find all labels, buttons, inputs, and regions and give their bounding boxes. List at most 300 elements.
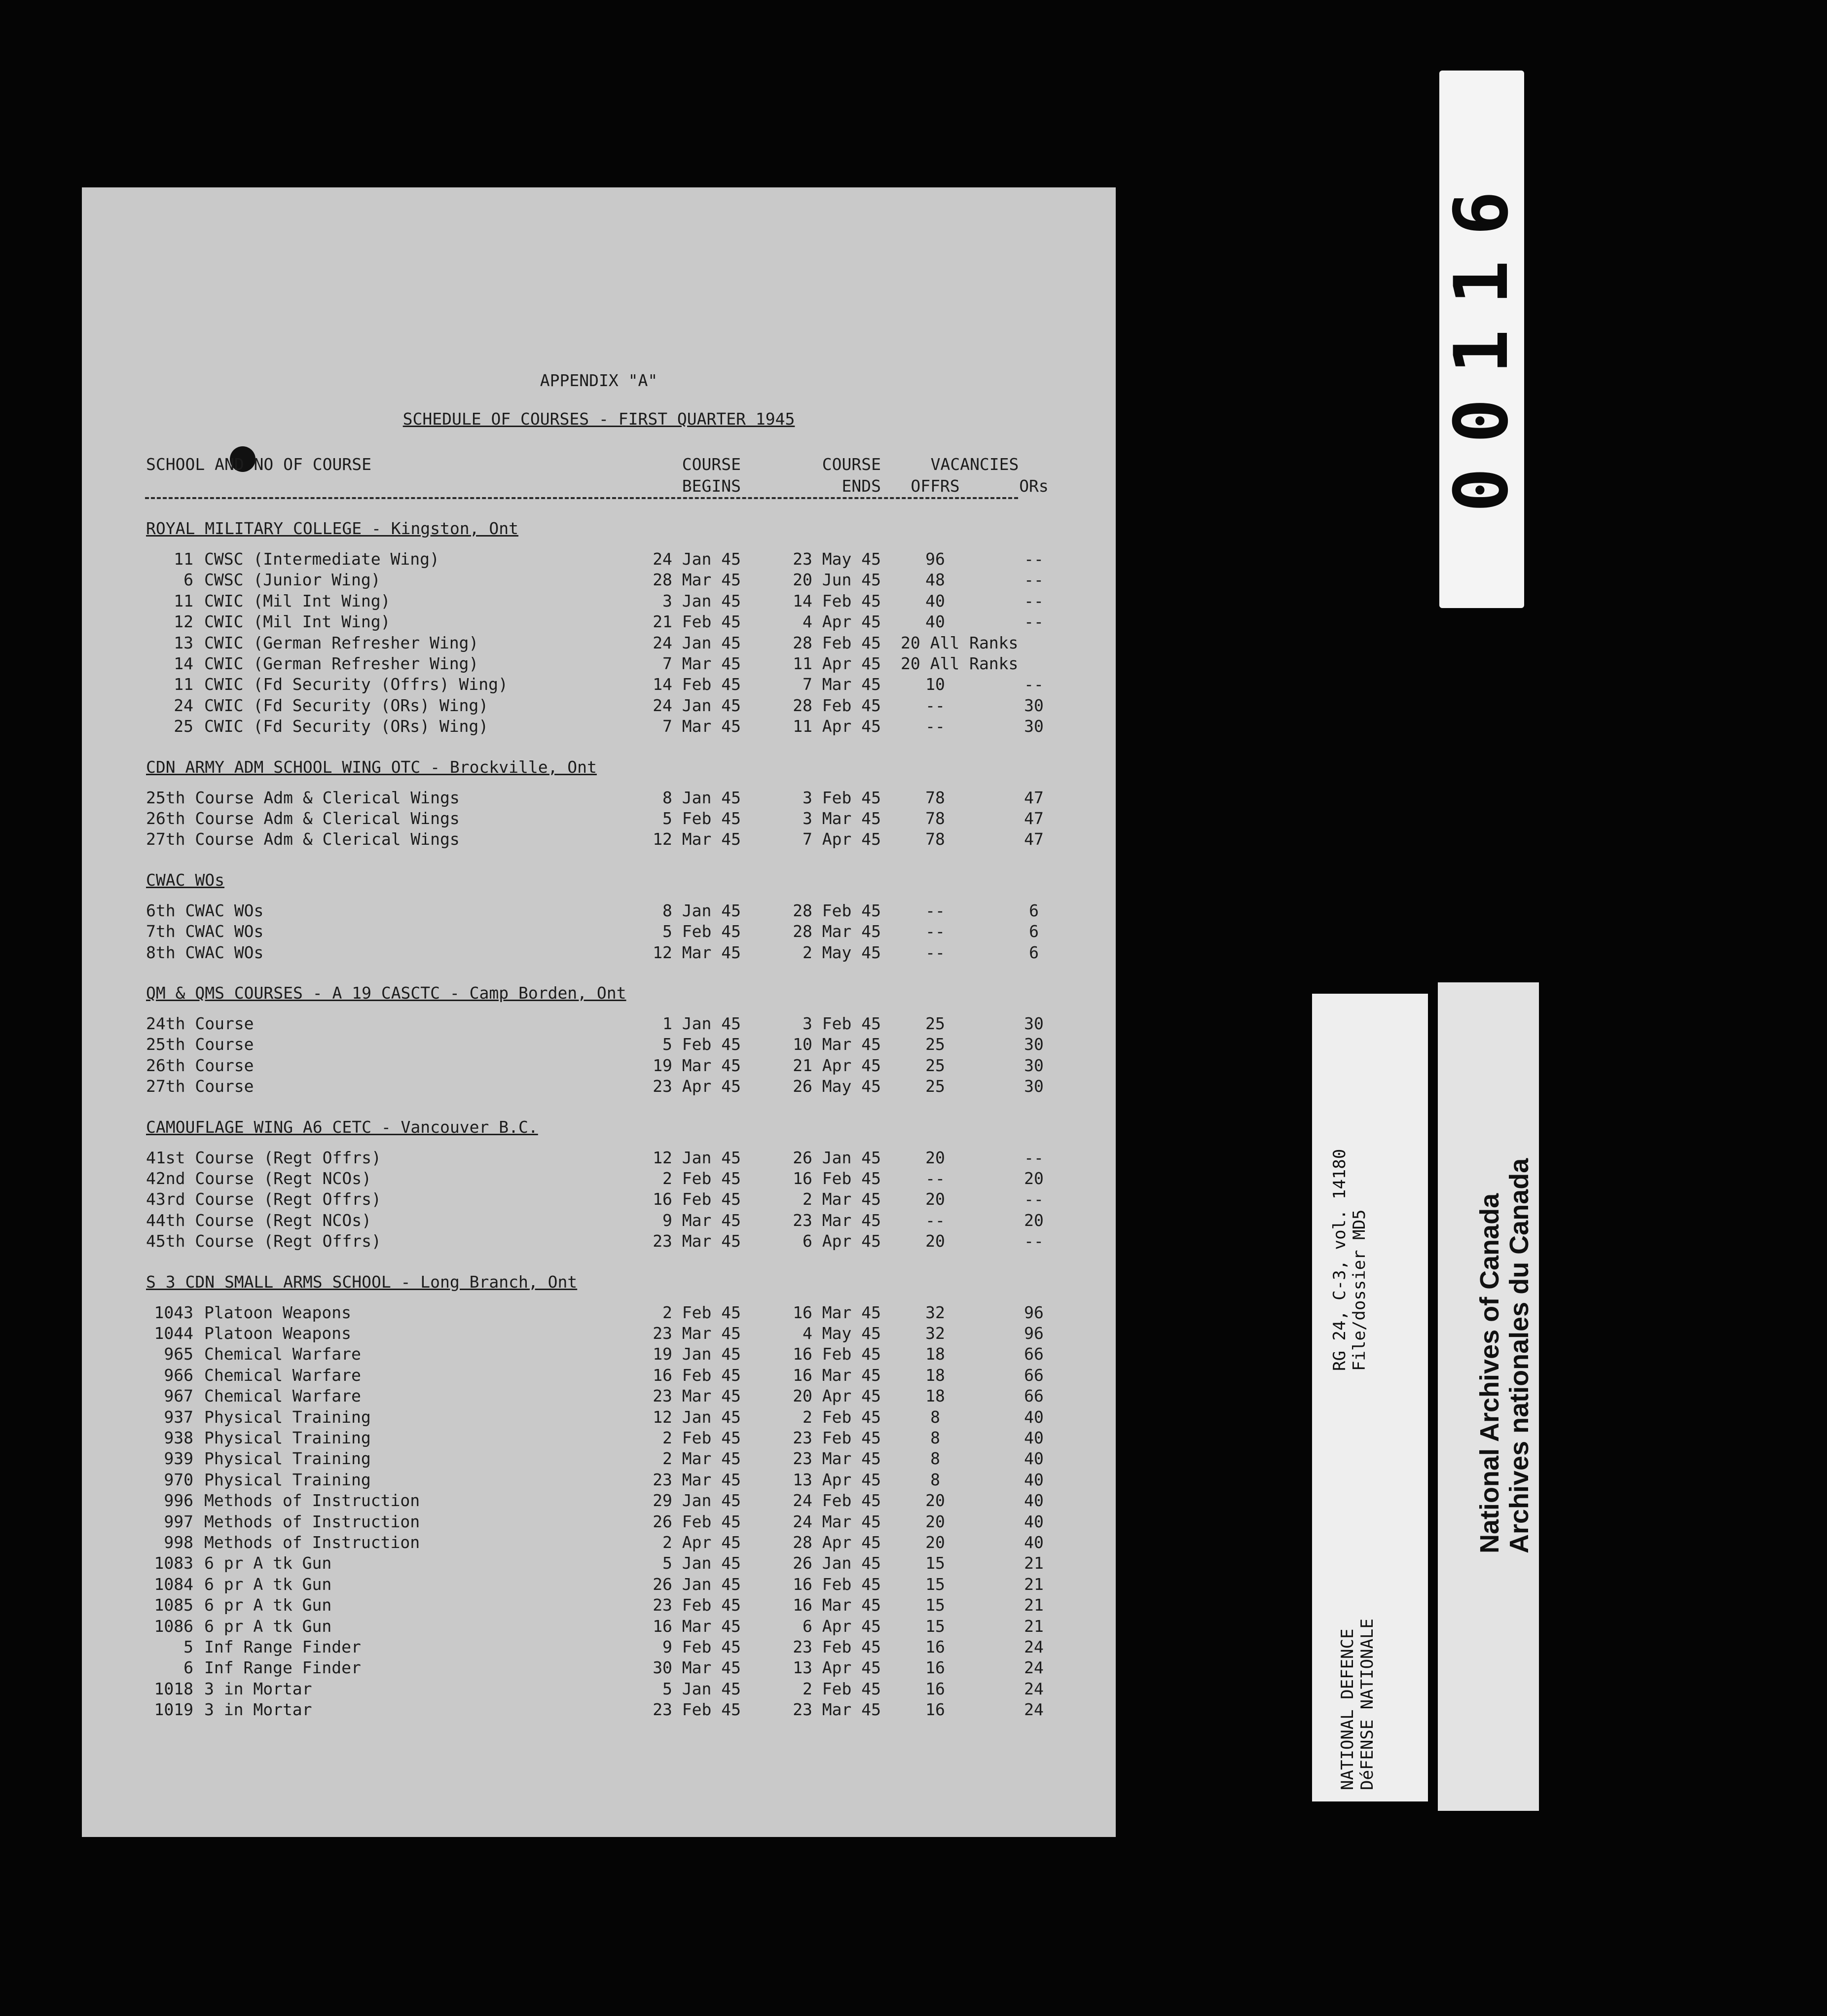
course-row <box>82 1210 1116 1231</box>
course-number: 997 <box>164 1512 193 1531</box>
course-name: 45th Course (Regt Offrs) <box>146 1231 381 1251</box>
vacancies-ors: 47 <box>1024 788 1044 807</box>
course-name: 44th Course (Regt NCOs) <box>146 1210 371 1230</box>
course-number: 1044 <box>154 1324 193 1343</box>
course-row <box>82 1490 1116 1512</box>
vacancies-offrs: 48 <box>925 570 945 590</box>
vacancies-offrs: 16 <box>925 1658 945 1678</box>
course-number: 1083 <box>154 1553 193 1573</box>
course-begins: 24 Jan 45 <box>653 695 741 715</box>
vacancies-ors: 66 <box>1024 1344 1044 1364</box>
course-name: 8th CWAC WOs <box>146 942 264 962</box>
vacancies-offrs: 20 <box>925 1533 945 1552</box>
course-row <box>82 1469 1116 1491</box>
course-begins: 30 Mar 45 <box>653 1658 741 1678</box>
course-number: 25 <box>174 717 193 736</box>
course-ends: 2 Feb 45 <box>803 1407 881 1427</box>
course-name: Physical Training <box>204 1470 371 1489</box>
course-number: 966 <box>164 1365 193 1385</box>
vacancies-offrs: 16 <box>925 1637 945 1656</box>
course-name: 26th Course Adm & Clerical Wings <box>146 809 460 828</box>
department-label <box>1338 1619 1377 1790</box>
vacancies-ors: 30 <box>1024 717 1044 736</box>
vacancies-ors: 30 <box>1024 1055 1044 1075</box>
course-name: CWIC (German Refresher Wing) <box>204 654 479 673</box>
vacancies-offrs: 20 <box>925 1231 945 1251</box>
vacancies-ors: 6 <box>1029 922 1039 941</box>
course-ends: 16 Mar 45 <box>793 1365 881 1385</box>
course-number: 970 <box>164 1470 193 1489</box>
course-ends: 11 Apr 45 <box>793 654 881 673</box>
course-number: 965 <box>164 1344 193 1364</box>
course-begins: 9 Feb 45 <box>662 1637 741 1656</box>
course-begins: 12 Jan 45 <box>653 1148 741 1167</box>
vacancies-ors: 24 <box>1024 1679 1044 1698</box>
course-name: CWIC (Fd Security (Offrs) Wing) <box>204 675 508 694</box>
course-number: 11 <box>174 591 193 611</box>
course-name: 41st Course (Regt Offrs) <box>146 1148 381 1167</box>
course-begins: 5 Jan 45 <box>662 1553 741 1573</box>
vacancies-ors: 21 <box>1024 1553 1044 1573</box>
vacancies-offrs: 25 <box>925 1055 945 1075</box>
course-row <box>82 808 1116 829</box>
course-row <box>82 632 1116 654</box>
course-ends: 4 May 45 <box>803 1324 881 1343</box>
vacancies-offrs: 20 <box>925 1148 945 1167</box>
vacancies-offrs: -- <box>925 942 945 962</box>
header-vacancies: VACANCIES <box>930 455 1019 474</box>
course-name: 25th Course Adm & Clerical Wings <box>146 788 460 807</box>
vacancies-offrs: 15 <box>925 1595 945 1615</box>
course-name: CWIC (Mil Int Wing) <box>204 591 391 611</box>
course-row <box>82 548 1116 570</box>
course-name: Physical Training <box>204 1428 371 1447</box>
vacancies-ors: 40 <box>1024 1407 1044 1427</box>
department-line-fr: DéFENSE NATIONALE <box>1357 1619 1377 1790</box>
vacancies-offrs: 10 <box>925 675 945 694</box>
column-header-row-2 <box>82 475 1116 497</box>
vacancies-ors: 30 <box>1024 1077 1044 1096</box>
course-row <box>82 1013 1116 1035</box>
vacancies-offrs: 96 <box>925 549 945 569</box>
course-row <box>82 1616 1116 1637</box>
course-row <box>82 1076 1116 1097</box>
course-number: 5 <box>183 1637 193 1656</box>
vacancies-offrs: 18 <box>925 1386 945 1406</box>
course-name: CWIC (Mil Int Wing) <box>204 612 391 632</box>
course-row <box>82 1230 1116 1252</box>
archives-name-en: National Archives of Canada <box>1475 1193 1504 1553</box>
course-ends: 23 Feb 45 <box>793 1637 881 1656</box>
course-number: 12 <box>174 612 193 632</box>
course-begins: 2 Feb 45 <box>662 1169 741 1188</box>
course-begins: 1 Jan 45 <box>662 1014 741 1033</box>
vacancies-ors: 40 <box>1024 1470 1044 1489</box>
vacancies-ors: 66 <box>1024 1365 1044 1385</box>
course-begins: 5 Feb 45 <box>662 922 741 941</box>
vacancies-offrs: -- <box>925 695 945 715</box>
course-ends: 13 Apr 45 <box>793 1658 881 1678</box>
course-name: CWIC (German Refresher Wing) <box>204 633 479 652</box>
course-name: 24th Course <box>146 1014 254 1033</box>
vacancies-offrs: 8 <box>930 1407 940 1427</box>
course-ends: 23 Feb 45 <box>793 1428 881 1447</box>
course-row <box>82 1657 1116 1679</box>
course-number: 1043 <box>154 1302 193 1322</box>
column-header-row-1 <box>82 454 1116 475</box>
course-row <box>82 1034 1116 1055</box>
course-row <box>82 1168 1116 1189</box>
course-begins: 16 Feb 45 <box>653 1189 741 1209</box>
vacancies-offrs: 20 <box>925 1189 945 1209</box>
course-name: Platoon Weapons <box>204 1324 352 1343</box>
vacancies-offrs: 25 <box>925 1035 945 1054</box>
course-begins: 23 Apr 45 <box>653 1077 741 1096</box>
vacancies-ors: 40 <box>1024 1491 1044 1511</box>
course-row <box>82 1552 1116 1574</box>
vacancies-ors: 24 <box>1024 1700 1044 1720</box>
course-name: 3 in Mortar <box>204 1700 312 1720</box>
course-row <box>82 611 1116 633</box>
course-row <box>82 942 1116 964</box>
vacancies-ors: -- <box>1024 1189 1044 1209</box>
header-offrs: OFFRS <box>911 476 960 496</box>
course-row <box>82 828 1116 850</box>
course-row <box>82 716 1116 737</box>
course-ends: 28 Mar 45 <box>793 922 881 941</box>
section-heading <box>82 518 1116 540</box>
course-ends: 20 Jun 45 <box>793 570 881 590</box>
course-row <box>82 1574 1116 1595</box>
section-title: S 3 CDN SMALL ARMS SCHOOL - Long Branch, Ont <box>146 1272 578 1292</box>
appendix-heading <box>82 370 1116 392</box>
course-number: 14 <box>174 654 193 673</box>
course-begins: 29 Jan 45 <box>653 1491 741 1511</box>
vacancies-ors: 20 <box>1024 1169 1044 1188</box>
course-name: Physical Training <box>204 1407 371 1427</box>
course-ends: 23 May 45 <box>793 549 881 569</box>
course-ends: 2 May 45 <box>803 942 881 962</box>
course-ends: 3 Feb 45 <box>803 788 881 807</box>
course-row <box>82 921 1116 942</box>
vacancies-offrs: 32 <box>925 1324 945 1343</box>
course-begins: 24 Jan 45 <box>653 549 741 569</box>
course-number: 1086 <box>154 1616 193 1636</box>
course-ends: 24 Mar 45 <box>793 1512 881 1531</box>
course-name: Inf Range Finder <box>204 1658 361 1678</box>
course-row <box>82 900 1116 922</box>
course-ends: 23 Mar 45 <box>793 1210 881 1230</box>
course-row <box>82 1365 1116 1386</box>
course-begins: 23 Mar 45 <box>653 1324 741 1343</box>
course-number: 6 <box>183 1658 193 1678</box>
section-title: CAMOUFLAGE WING A6 CETC - Vancouver B.C. <box>146 1117 538 1137</box>
archives-name-fr: Archives nationales du Canada <box>1504 1158 1534 1553</box>
course-begins: 5 Feb 45 <box>662 1035 741 1054</box>
course-name: 6 pr A tk Gun <box>204 1553 332 1573</box>
vacancies-offrs: -- <box>925 922 945 941</box>
vacancies-ors: 66 <box>1024 1386 1044 1406</box>
course-row <box>82 1385 1116 1407</box>
course-name: Platoon Weapons <box>204 1302 352 1322</box>
section-heading <box>82 869 1116 891</box>
vacancies-ors: -- <box>1024 1231 1044 1251</box>
vacancies-ors: 47 <box>1024 809 1044 828</box>
section-title: ROYAL MILITARY COLLEGE - Kingston, Ont <box>146 519 518 538</box>
section-heading <box>82 1271 1116 1293</box>
course-begins: 28 Mar 45 <box>653 570 741 590</box>
course-number: 1018 <box>154 1679 193 1698</box>
course-row <box>82 590 1116 612</box>
vacancies-offrs: -- <box>925 717 945 736</box>
vacancies-ors: 40 <box>1024 1449 1044 1469</box>
vacancies-ors: 30 <box>1024 1035 1044 1054</box>
course-number: 939 <box>164 1449 193 1469</box>
course-begins: 14 Feb 45 <box>653 675 741 694</box>
course-number: 24 <box>174 695 193 715</box>
course-begins: 9 Mar 45 <box>662 1210 741 1230</box>
header-ors: ORs <box>1019 476 1049 496</box>
course-number: 1019 <box>154 1700 193 1720</box>
course-name: Chemical Warfare <box>204 1386 361 1406</box>
section-heading <box>82 982 1116 1004</box>
vacancies-ors: 6 <box>1029 942 1039 962</box>
header-course-ends-1: COURSE <box>822 455 881 474</box>
course-begins: 19 Jan 45 <box>653 1344 741 1364</box>
vacancies-offrs: 32 <box>925 1302 945 1322</box>
course-row <box>82 1302 1116 1324</box>
course-row <box>82 1678 1116 1700</box>
vacancies-offrs: 40 <box>925 591 945 611</box>
course-ends: 28 Apr 45 <box>793 1533 881 1552</box>
course-begins: 23 Mar 45 <box>653 1231 741 1251</box>
course-name: CWIC (Fd Security (ORs) Wing) <box>204 695 489 715</box>
header-begins: BEGINS <box>682 476 741 496</box>
course-ends: 2 Mar 45 <box>803 1189 881 1209</box>
course-name: 26th Course <box>146 1055 254 1075</box>
archive-number: 00116 <box>1439 166 1525 512</box>
vacancies-ors: 30 <box>1024 695 1044 715</box>
course-ends: 28 Feb 45 <box>793 900 881 920</box>
course-number: 967 <box>164 1386 193 1406</box>
course-ends: 6 Apr 45 <box>803 1231 881 1251</box>
course-begins: 5 Jan 45 <box>662 1679 741 1698</box>
vacancies-ors: 47 <box>1024 829 1044 849</box>
course-name: CWSC (Junior Wing) <box>204 570 381 590</box>
vacancies-ors: 20 <box>1024 1210 1044 1230</box>
course-name: Methods of Instruction <box>204 1491 420 1511</box>
vacancies-offrs: 8 <box>930 1470 940 1489</box>
course-begins: 23 Feb 45 <box>653 1700 741 1720</box>
vacancies-all-ranks: 20 All Ranks <box>901 633 1019 652</box>
course-ends: 14 Feb 45 <box>793 591 881 611</box>
vacancies-offrs: 15 <box>925 1553 945 1573</box>
vacancies-ors: 6 <box>1029 900 1039 920</box>
course-number: 937 <box>164 1407 193 1427</box>
course-number: 11 <box>174 675 193 694</box>
course-number: 998 <box>164 1533 193 1552</box>
course-ends: 23 Mar 45 <box>793 1449 881 1469</box>
course-row <box>82 695 1116 717</box>
vacancies-all-ranks: 20 All Ranks <box>901 654 1019 673</box>
course-row <box>82 653 1116 675</box>
course-begins: 2 Feb 45 <box>662 1428 741 1447</box>
course-row <box>82 1055 1116 1077</box>
reference-label <box>1330 1149 1369 1371</box>
vacancies-offrs: 18 <box>925 1344 945 1364</box>
course-begins: 12 Mar 45 <box>653 829 741 849</box>
course-name: 42nd Course (Regt NCOs) <box>146 1169 371 1188</box>
course-row <box>82 1147 1116 1169</box>
vacancies-offrs: 25 <box>925 1077 945 1096</box>
course-number: 13 <box>174 633 193 652</box>
course-begins: 23 Feb 45 <box>653 1595 741 1615</box>
course-ends: 11 Apr 45 <box>793 717 881 736</box>
course-begins: 16 Feb 45 <box>653 1365 741 1385</box>
vacancies-ors: -- <box>1024 549 1044 569</box>
reference-line-volume: RG 24, C-3, vol. 14180 <box>1330 1149 1350 1371</box>
course-ends: 26 May 45 <box>793 1077 881 1096</box>
course-name: Physical Training <box>204 1449 371 1469</box>
course-name: 6 pr A tk Gun <box>204 1574 332 1594</box>
vacancies-ors: -- <box>1024 675 1044 694</box>
course-ends: 21 Apr 45 <box>793 1055 881 1075</box>
course-ends: 16 Feb 45 <box>793 1169 881 1188</box>
course-ends: 16 Feb 45 <box>793 1574 881 1594</box>
vacancies-ors: 21 <box>1024 1616 1044 1636</box>
course-ends: 20 Apr 45 <box>793 1386 881 1406</box>
vacancies-ors: -- <box>1024 612 1044 632</box>
vacancies-ors: -- <box>1024 1148 1044 1167</box>
course-row <box>82 1511 1116 1533</box>
reference-line-file: File/dossier MD5 <box>1350 1209 1369 1371</box>
course-name: Chemical Warfare <box>204 1344 361 1364</box>
course-begins: 8 Jan 45 <box>662 788 741 807</box>
vacancies-ors: 24 <box>1024 1658 1044 1678</box>
course-begins: 16 Mar 45 <box>653 1616 741 1636</box>
vacancies-offrs: 8 <box>930 1449 940 1469</box>
vacancies-ors: 96 <box>1024 1302 1044 1322</box>
course-ends: 16 Mar 45 <box>793 1302 881 1322</box>
course-begins: 8 Jan 45 <box>662 900 741 920</box>
course-row <box>82 1594 1116 1616</box>
course-row <box>82 1343 1116 1365</box>
course-begins: 26 Jan 45 <box>653 1574 741 1594</box>
vacancies-ors: 24 <box>1024 1637 1044 1656</box>
course-begins: 24 Jan 45 <box>653 633 741 652</box>
vacancies-ors: -- <box>1024 570 1044 590</box>
vacancies-ors: 96 <box>1024 1324 1044 1343</box>
course-name: CWSC (Intermediate Wing) <box>204 549 439 569</box>
course-row <box>82 569 1116 591</box>
course-name: 27th Course Adm & Clerical Wings <box>146 829 460 849</box>
course-ends: 3 Feb 45 <box>803 1014 881 1033</box>
vacancies-ors: 30 <box>1024 1014 1044 1033</box>
course-ends: 7 Mar 45 <box>803 675 881 694</box>
section-title: CWAC WOs <box>146 870 224 890</box>
header-rule <box>145 497 1018 499</box>
course-name: Methods of Instruction <box>204 1533 420 1552</box>
course-row <box>82 1699 1116 1721</box>
header-ends: ENDS <box>841 476 881 496</box>
vacancies-ors: 40 <box>1024 1428 1044 1447</box>
course-name: Inf Range Finder <box>204 1637 361 1656</box>
vacancies-ors: 40 <box>1024 1512 1044 1531</box>
course-name: CWIC (Fd Security (ORs) Wing) <box>204 717 489 736</box>
course-ends: 10 Mar 45 <box>793 1035 881 1054</box>
course-ends: 26 Jan 45 <box>793 1553 881 1573</box>
course-ends: 28 Feb 45 <box>793 633 881 652</box>
vacancies-offrs: 15 <box>925 1574 945 1594</box>
course-begins: 21 Feb 45 <box>653 612 741 632</box>
course-row <box>82 1188 1116 1210</box>
course-begins: 19 Mar 45 <box>653 1055 741 1075</box>
course-name: Chemical Warfare <box>204 1365 361 1385</box>
vacancies-offrs: 78 <box>925 809 945 828</box>
course-ends: 7 Apr 45 <box>803 829 881 849</box>
vacancies-offrs: 20 <box>925 1491 945 1511</box>
course-name: 27th Course <box>146 1077 254 1096</box>
course-row <box>82 1427 1116 1449</box>
vacancies-ors: -- <box>1024 591 1044 611</box>
vacancies-offrs: 25 <box>925 1014 945 1033</box>
schedule-title: SCHEDULE OF COURSES - FIRST QUARTER 1945 <box>402 409 795 429</box>
section-heading <box>82 1116 1116 1138</box>
course-row <box>82 1636 1116 1658</box>
document-sheet <box>82 187 1116 1837</box>
course-name: 6 pr A tk Gun <box>204 1616 332 1636</box>
course-begins: 3 Jan 45 <box>662 591 741 611</box>
appendix-title: APPENDIX "A" <box>540 371 658 390</box>
vacancies-offrs: -- <box>925 900 945 920</box>
course-row <box>82 1406 1116 1428</box>
vacancies-ors: 21 <box>1024 1574 1044 1594</box>
course-begins: 12 Jan 45 <box>653 1407 741 1427</box>
course-begins: 2 Apr 45 <box>662 1533 741 1552</box>
vacancies-offrs: -- <box>925 1169 945 1188</box>
vacancies-offrs: 16 <box>925 1700 945 1720</box>
header-course-begins-1: COURSE <box>682 455 741 474</box>
course-ends: 6 Apr 45 <box>803 1616 881 1636</box>
course-row <box>82 1323 1116 1344</box>
course-begins: 2 Mar 45 <box>662 1449 741 1469</box>
vacancies-offrs: 8 <box>930 1428 940 1447</box>
course-ends: 24 Feb 45 <box>793 1491 881 1511</box>
course-ends: 16 Mar 45 <box>793 1595 881 1615</box>
vacancies-offrs: 78 <box>925 788 945 807</box>
section-heading <box>82 756 1116 778</box>
course-number: 938 <box>164 1428 193 1447</box>
archive-number-tag <box>1439 71 1524 608</box>
course-number: 11 <box>174 549 193 569</box>
vacancies-ors: 40 <box>1024 1533 1044 1552</box>
vacancies-offrs: 78 <box>925 829 945 849</box>
course-begins: 26 Feb 45 <box>653 1512 741 1531</box>
course-ends: 2 Feb 45 <box>803 1679 881 1698</box>
course-row <box>82 674 1116 695</box>
course-name: 3 in Mortar <box>204 1679 312 1698</box>
course-begins: 7 Mar 45 <box>662 654 741 673</box>
course-number: 1085 <box>154 1595 193 1615</box>
vacancies-offrs: 18 <box>925 1365 945 1385</box>
course-number: 1084 <box>154 1574 193 1594</box>
vacancies-offrs: 16 <box>925 1679 945 1698</box>
course-ends: 26 Jan 45 <box>793 1148 881 1167</box>
course-begins: 7 Mar 45 <box>662 717 741 736</box>
schedule-title-line <box>82 408 1116 430</box>
course-name: Methods of Instruction <box>204 1512 420 1531</box>
vacancies-offrs: 20 <box>925 1512 945 1531</box>
